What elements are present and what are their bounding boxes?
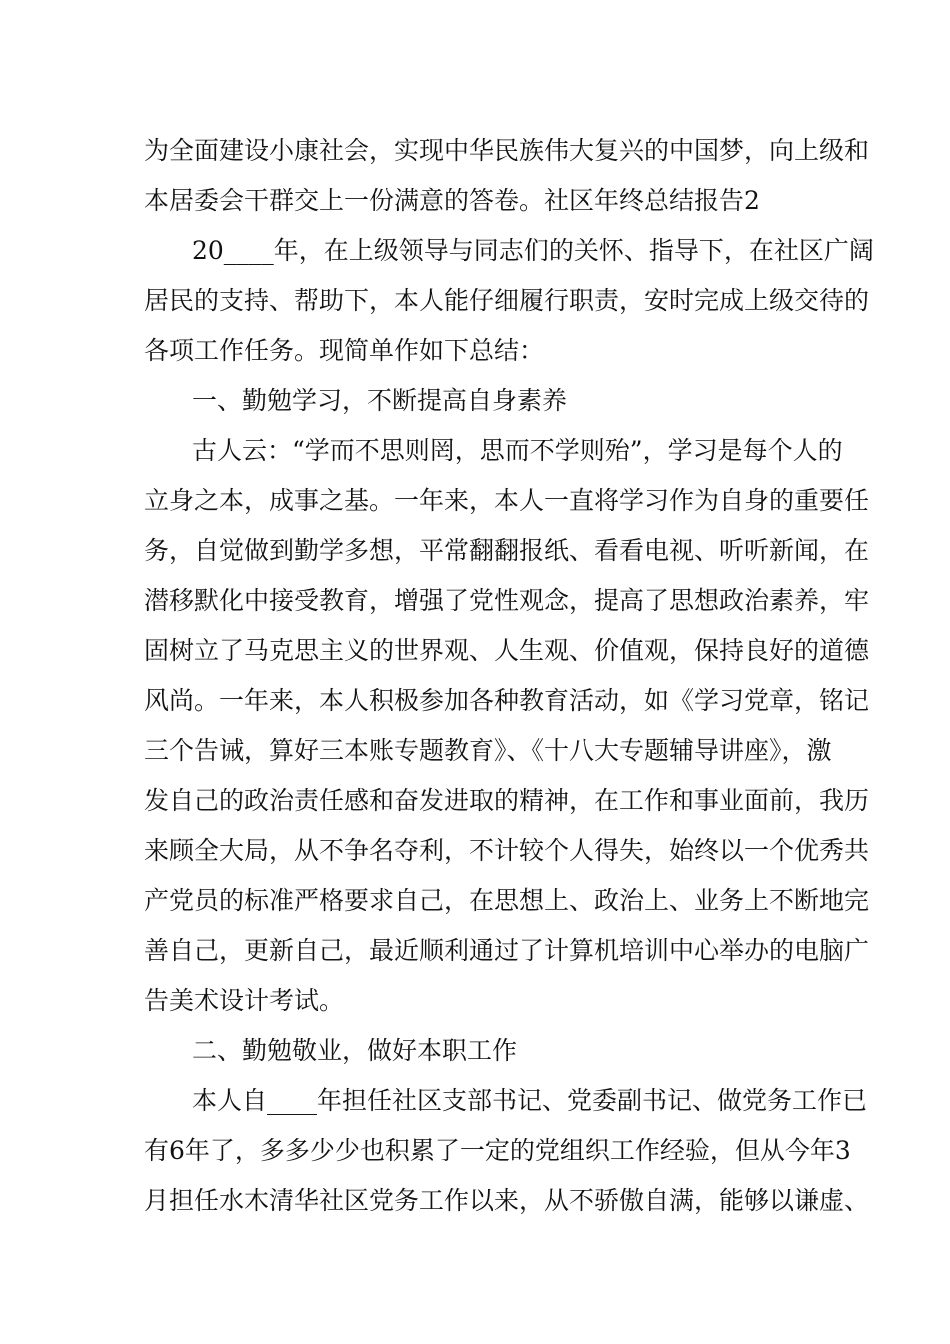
- text-line: 居民的支持、帮助下，本人能仔细履行职责，安时完成上级交待的: [144, 286, 870, 315]
- text-line: 来顾全大局，从不争名夺利，不计较个人得失，始终以一个优秀共: [144, 836, 870, 865]
- text-line: 固树立了马克思主义的世界观、人生观、价值观，保持良好的道德: [144, 636, 870, 665]
- text-line: 务，自觉做到勤学多想，平常翻翻报纸、看看电视、听听新闻，在: [144, 536, 870, 565]
- text-line: 古人云：“学而不思则罔，思而不学则殆”，学习是每个人的: [192, 436, 843, 465]
- text-line: 20____年，在上级领导与同志们的关怀、指导下，在社区广阔: [192, 236, 874, 265]
- text-line: 发自己的政治责任感和奋发进取的精神，在工作和事业面前，我历: [144, 786, 870, 815]
- text-line: 立身之本，成事之基。一年来，本人一直将学习作为自身的重要任: [144, 486, 870, 515]
- text-line: 风尚。一年来，本人积极参加各种教育活动，如《学习党章，铭记: [144, 686, 870, 715]
- text-line: 潜移默化中接受教育，增强了党性观念，提高了思想政治素养，牢: [144, 586, 870, 615]
- text-line: 告美术设计考试。: [144, 986, 345, 1015]
- text-line: 有6年了，多多少少也积累了一定的党组织工作经验，但从今年3: [144, 1136, 851, 1165]
- text-line: 产党员的标准严格要求自己，在思想上、政治上、业务上不断地完: [144, 886, 870, 915]
- text-line: 本居委会干群交上一份满意的答卷。社区年终总结报告2: [144, 186, 760, 215]
- text-line: 为全面建设小康社会，实现中华民族伟大复兴的中国梦，向上级和: [144, 136, 870, 165]
- text-line: 月担任水木清华社区党务工作以来，从不骄傲自满，能够以谦虚、: [144, 1186, 870, 1215]
- text-line: 本人自____年担任社区支部书记、党委副书记、做党务工作已: [192, 1086, 868, 1115]
- text-line: 各项工作任务。现简单作如下总结：: [144, 336, 545, 365]
- text-line: 善自己，更新自己，最近顺利通过了计算机培训中心举办的电脑广: [144, 936, 870, 965]
- section-heading: 一、勤勉学习，不断提高自身素养: [192, 386, 568, 415]
- section-heading: 二、勤勉敬业，做好本职工作: [192, 1036, 518, 1065]
- text-line: 三个告诫，算好三本账专题教育》、《十八大专题辅导讲座》，激: [144, 736, 832, 765]
